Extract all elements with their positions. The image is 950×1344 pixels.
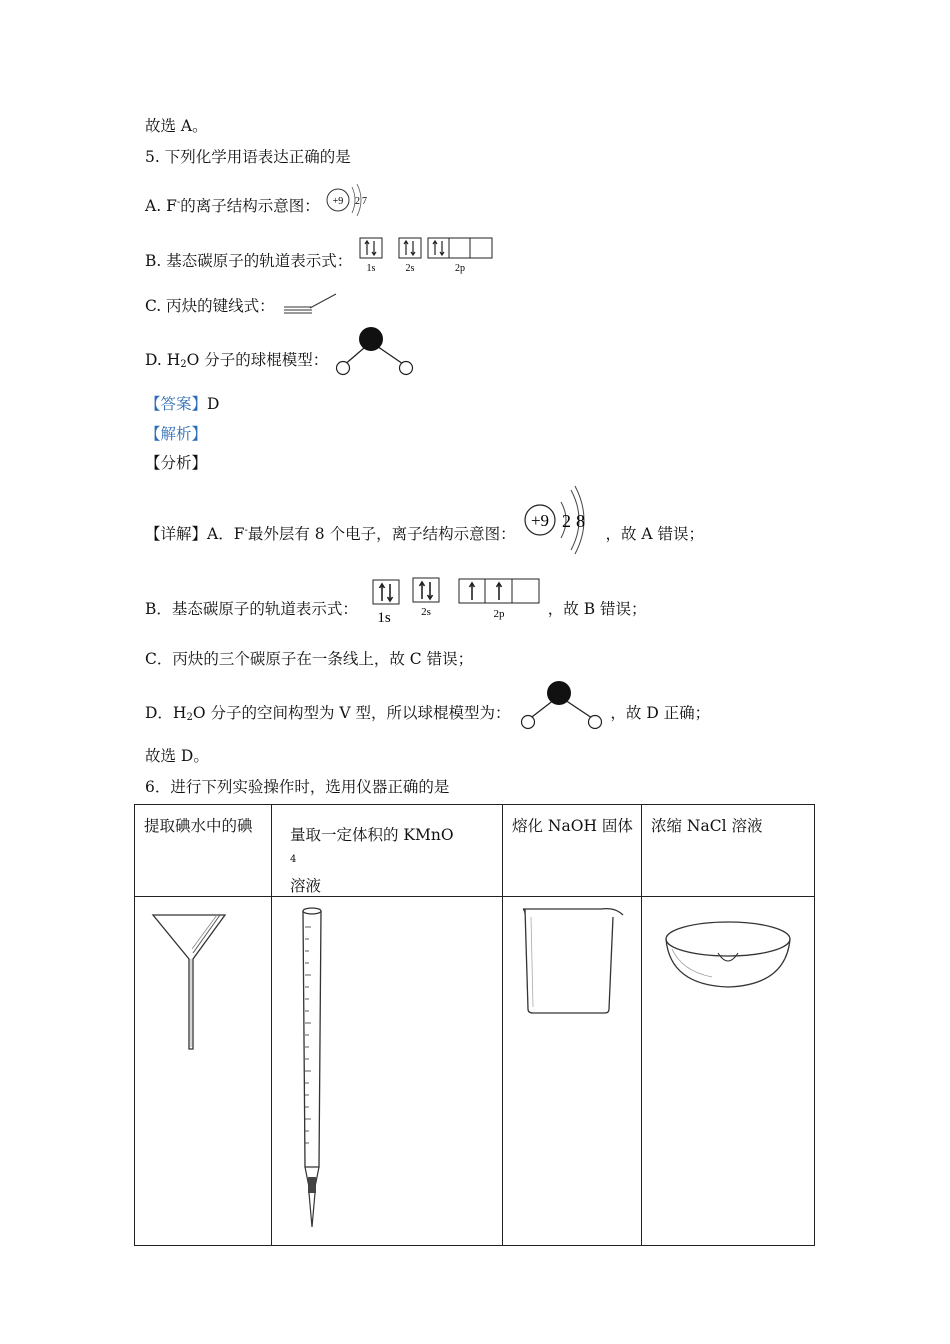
propyne-skeletal-formula	[280, 291, 340, 315]
shell-2-count: 7	[361, 196, 367, 207]
water-ball-stick-model	[333, 326, 423, 376]
detail-text: O 分子的空间构型为 V 型，所以球棍模型为：	[192, 704, 511, 722]
shell-1-count: 2	[354, 196, 360, 207]
evaporating-dish-icon	[642, 897, 814, 1241]
q5-option-d[interactable]	[145, 346, 423, 376]
q5-option-b[interactable]	[145, 249, 497, 275]
formula-subscript: 2	[186, 712, 193, 723]
label-1s: 1s	[377, 610, 391, 625]
water-ball-stick-model-detail	[515, 680, 605, 730]
nucleus-label: +9	[530, 511, 549, 530]
ion-charge: -	[176, 197, 181, 208]
conclusion: 故选 D。	[145, 747, 209, 765]
q6-header-1: 提取碘水中的碘	[135, 805, 272, 897]
detail-tail: ，故 D 正确；	[610, 704, 711, 722]
burette-icon	[272, 897, 502, 1241]
q6-table	[134, 804, 815, 1246]
answer-tag: 【答案】	[145, 395, 208, 413]
ion-symbol: F	[166, 197, 177, 215]
detail-tail: ，故 A 错误；	[605, 525, 705, 543]
answer-value: D	[207, 395, 220, 413]
option-text: 基态碳原子的轨道表示式：	[166, 252, 353, 270]
q5-stem: 5. 下列化学用语表达正确的是	[145, 148, 351, 166]
option-text: O 分子的球棍模型：	[186, 351, 329, 369]
detail-c: C．丙炔的三个碳原子在一条线上，故 C 错误；	[145, 650, 474, 668]
q6-header-2: 量取一定体积的 KMnO 4 溶液	[272, 805, 503, 897]
q6-cell-burette	[272, 897, 503, 1246]
ion-structure-diagram-a	[325, 182, 375, 222]
q5-option-c[interactable]	[145, 296, 340, 316]
q6-stem: 6．进行下列实验操作时，选用仪器正确的是	[145, 778, 450, 796]
detail-d	[145, 698, 710, 730]
detail-letter: A．	[207, 525, 234, 543]
option-letter: B.	[145, 252, 162, 270]
nucleus-label: +9	[332, 196, 343, 207]
fenxi-tag: 【分析】	[145, 454, 208, 472]
q6-cell-funnel	[135, 897, 272, 1246]
q6-cell-evaporating-dish	[642, 897, 815, 1246]
label-1s: 1s	[366, 263, 376, 274]
shell-2-count: 8	[575, 511, 585, 531]
formula-pre: H	[166, 351, 181, 369]
beaker-icon	[503, 897, 641, 1241]
detail-tail: ，故 B 错误；	[547, 600, 647, 618]
detail-letter: B．	[145, 600, 172, 618]
q6-cell-beaker	[503, 897, 642, 1246]
orbital-diagram-b	[357, 235, 497, 275]
detail-a	[145, 512, 704, 558]
option-letter: C.	[145, 297, 162, 315]
q6-header-3: 熔化 NaOH 固体	[503, 805, 642, 897]
detail-text: 基态碳原子的轨道表示式：	[171, 600, 358, 618]
formula-subscript: 2	[180, 359, 187, 370]
orbital-diagram-detail	[363, 577, 543, 625]
prev-conclusion: 故选 A。	[145, 117, 208, 135]
label-2s: 2s	[420, 606, 431, 618]
ion-symbol: F	[233, 525, 245, 543]
option-text: 的离子结构示意图：	[180, 197, 320, 215]
ion-charge: -	[244, 525, 248, 536]
shell-1-count: 2	[561, 511, 571, 531]
analysis-tag: 【解析】	[145, 425, 208, 443]
q5-option-a[interactable]	[145, 192, 375, 222]
q6-header-4: 浓缩 NaCl 溶液	[642, 805, 815, 897]
option-letter: D.	[145, 351, 162, 369]
answer-line	[145, 394, 219, 414]
option-text: 丙炔的键线式：	[166, 297, 275, 315]
option-letter: A.	[145, 197, 162, 215]
label-2p: 2p	[493, 608, 505, 620]
detail-b	[145, 595, 647, 625]
ion-structure-diagram-detail	[521, 482, 601, 558]
detail-text-pre: D．H	[145, 704, 187, 722]
detail-text: 最外层有 8 个电子，离子结构示意图：	[247, 525, 516, 543]
label-2p: 2p	[455, 263, 466, 274]
label-2s: 2s	[405, 263, 415, 274]
funnel-icon	[135, 897, 271, 1241]
detail-tag: 【详解】	[145, 525, 208, 543]
